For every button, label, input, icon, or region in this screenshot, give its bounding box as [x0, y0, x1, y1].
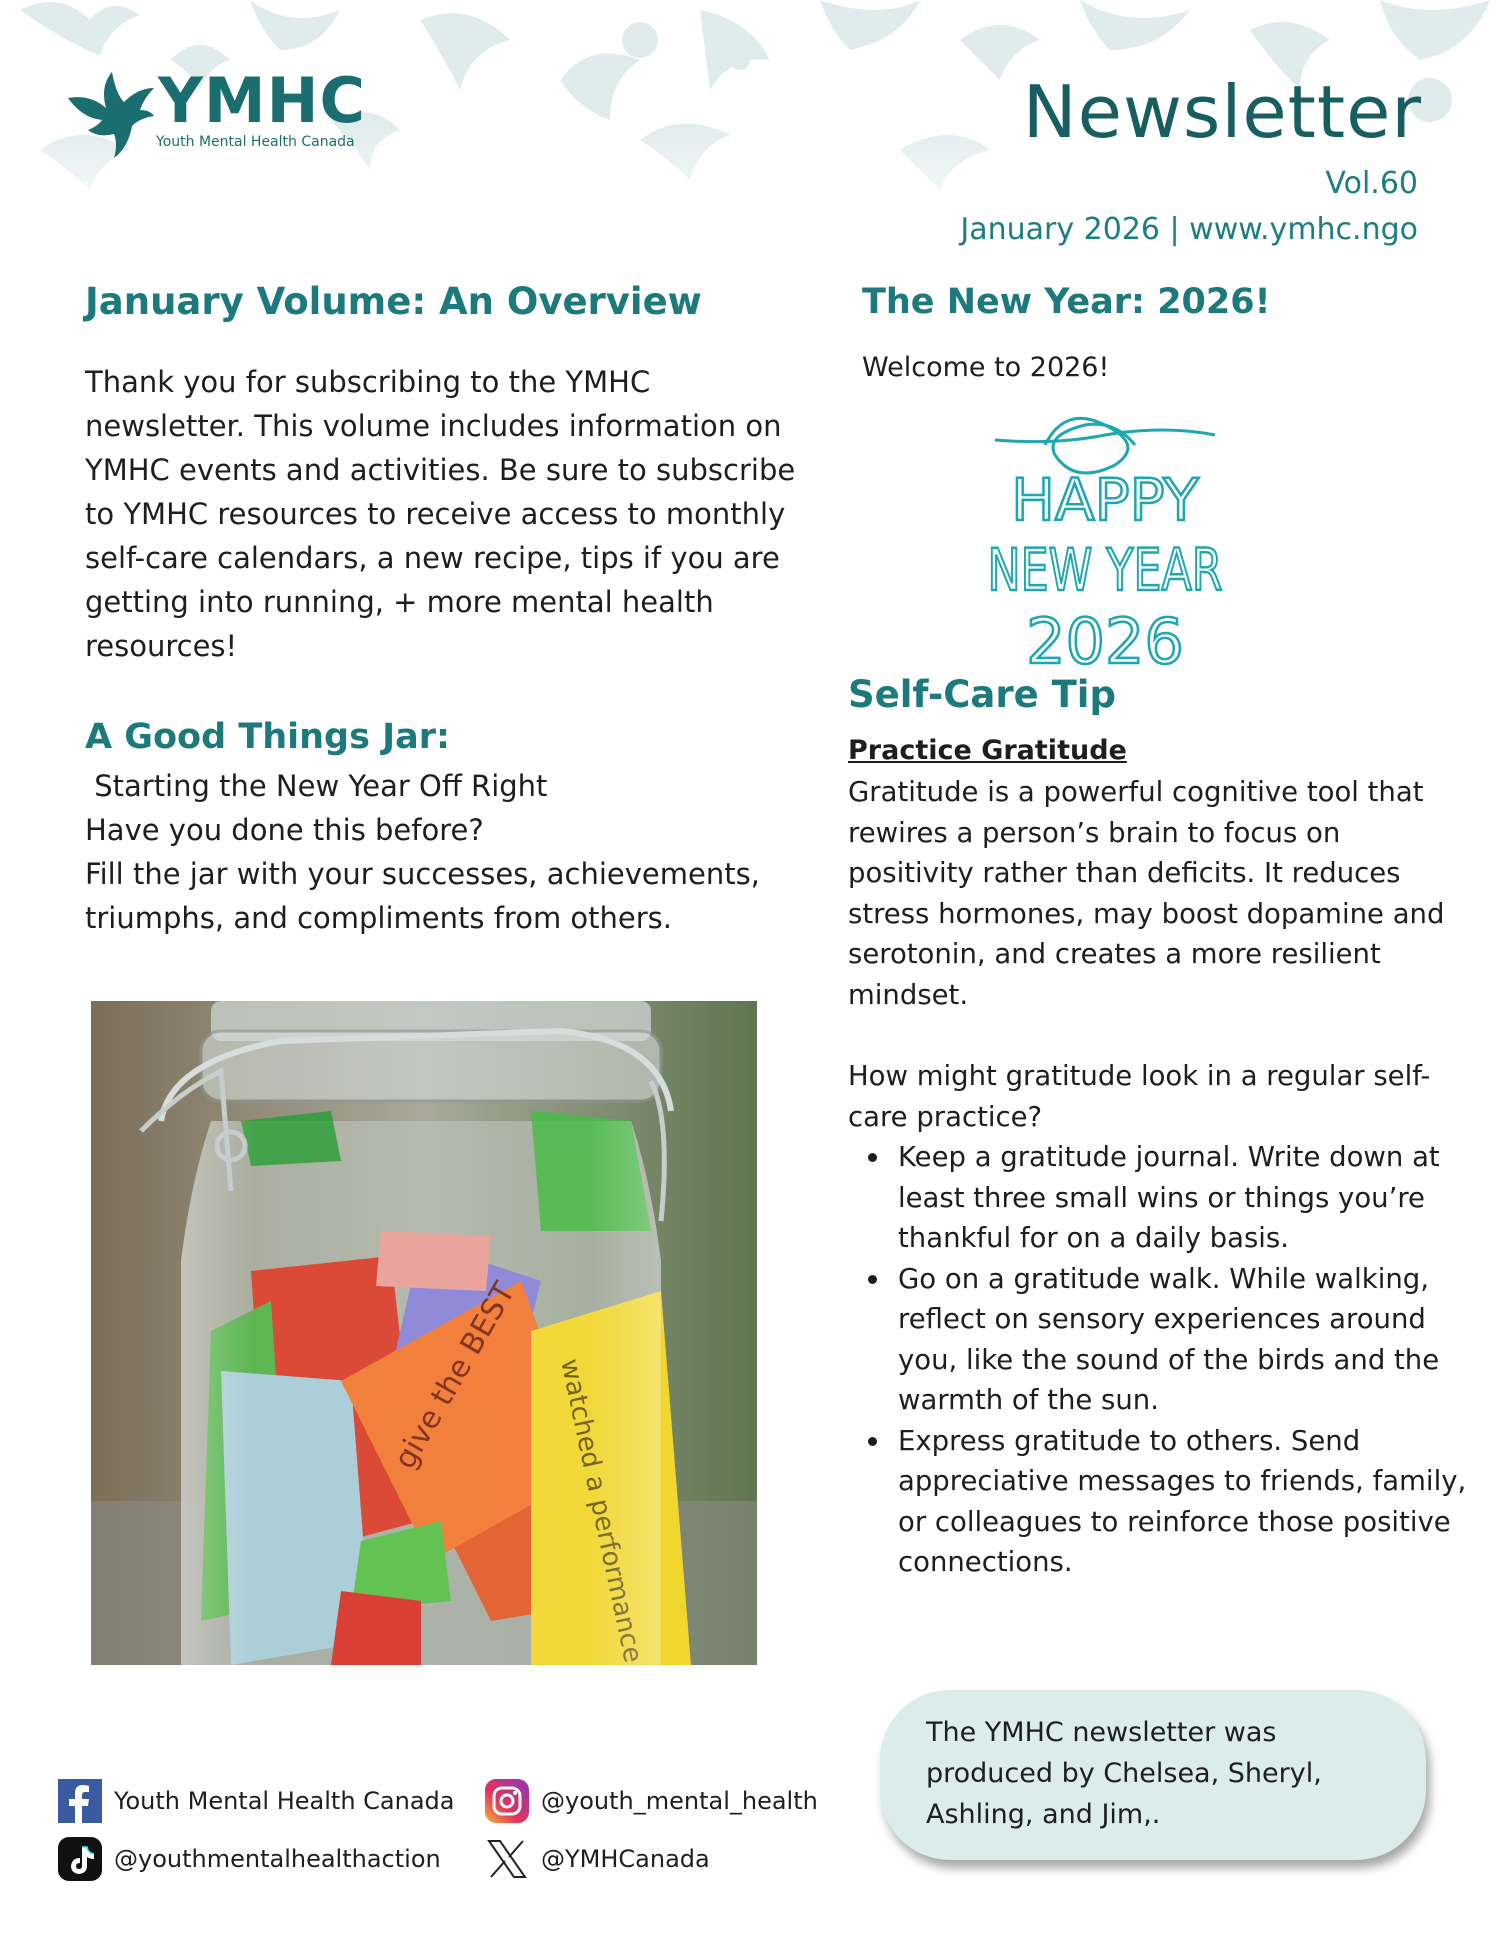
tiktok-handle: @youthmentalhealthaction [114, 1845, 441, 1873]
x-handle: @YMHCanada [541, 1845, 710, 1873]
bullet-icon [868, 1437, 877, 1446]
logo-subtitle: Youth Mental Health Canada [156, 134, 355, 150]
new-year-heading: The New Year: 2026! [862, 282, 1271, 322]
tip-text: Go on a gratitude walk. While walking, reflect on sensory experiences around you, like the sound of the birds and the warmth of the sun. [898, 1262, 1440, 1416]
list-item [848, 1421, 1470, 1583]
self-care-heading: Self-Care Tip [848, 673, 1116, 716]
dove-logo-icon [64, 68, 156, 160]
self-care-question: How might gratitude look in a regular self-care practice? [848, 1060, 1431, 1133]
newsletter-title: Newsletter [1022, 70, 1422, 154]
jar-line: triumphs, and compliments from others. [85, 901, 673, 935]
art-new-year: NEW YEAR [987, 536, 1223, 604]
credits-text: The YMHC newsletter was produced by Chelsea, Sheryl, Ashling, and Jim,. [926, 1717, 1322, 1830]
credits-box [880, 1690, 1426, 1860]
jar-line: Starting the New Year Off Right [85, 769, 548, 803]
facebook-link[interactable] [58, 1779, 454, 1823]
art-happy: HAPPY [1011, 466, 1199, 534]
issue-date-url[interactable]: January 2026 | www.ymhc.ngo [960, 212, 1418, 247]
list-item [848, 1259, 1470, 1421]
instagram-link[interactable] [485, 1779, 818, 1823]
gratitude-jar-photo [91, 1001, 757, 1665]
list-item [848, 1137, 1470, 1259]
overview-heading: January Volume: An Overview [85, 280, 702, 323]
self-care-subheading: Practice Gratitude [848, 735, 1127, 766]
logo-wordmark: YMHC [158, 64, 366, 137]
good-things-jar-text [85, 764, 825, 940]
happy-new-year-graphic [975, 395, 1235, 678]
facebook-icon [58, 1779, 102, 1823]
instagram-handle: @youth_mental_health [541, 1787, 818, 1815]
tiktok-link[interactable] [58, 1837, 441, 1881]
art-2026: 2026 [1026, 605, 1184, 678]
bullet-icon [868, 1153, 877, 1162]
bullet-icon [868, 1275, 877, 1284]
self-care-body: Gratitude is a powerful cognitive tool that rewires a person’s brain to focus on positivity rather than deficits. It reduces stress hormones, may boost dopamine and serotonin, and creates a more resilient mindset. [848, 776, 1445, 1011]
new-year-welcome: Welcome to 2026! [862, 352, 1110, 383]
tiktok-icon [58, 1837, 102, 1881]
jar-line: Have you done this before? [85, 813, 484, 847]
tip-text: Express gratitude to others. Send appreciative messages to friends, family, or colleagues to reinforce those positive connections. [898, 1424, 1467, 1578]
volume-number: Vol.60 [1325, 166, 1418, 201]
tip-text: Keep a gratitude journal. Write down at least three small wins or things you’re thankful for on a daily basis. [898, 1141, 1440, 1254]
facebook-handle: Youth Mental Health Canada [114, 1787, 455, 1815]
ymhc-logo[interactable] [64, 62, 404, 162]
instagram-icon [485, 1779, 529, 1823]
x-icon [485, 1837, 529, 1881]
good-things-jar-heading: A Good Things Jar: [85, 717, 451, 757]
jar-line: Fill the jar with your successes, achievements, [85, 857, 760, 891]
x-link[interactable] [485, 1837, 710, 1881]
self-care-tips-list [848, 1137, 1470, 1583]
overview-body: Thank you for subscribing to the YMHC newsletter. This volume includes information on YMHC events and activities. Be sure to subscribe to YMHC resources to receive access to monthly self-care calendars, a new recipe, tips if you are getting into running, + more mental health resources! [85, 365, 796, 663]
